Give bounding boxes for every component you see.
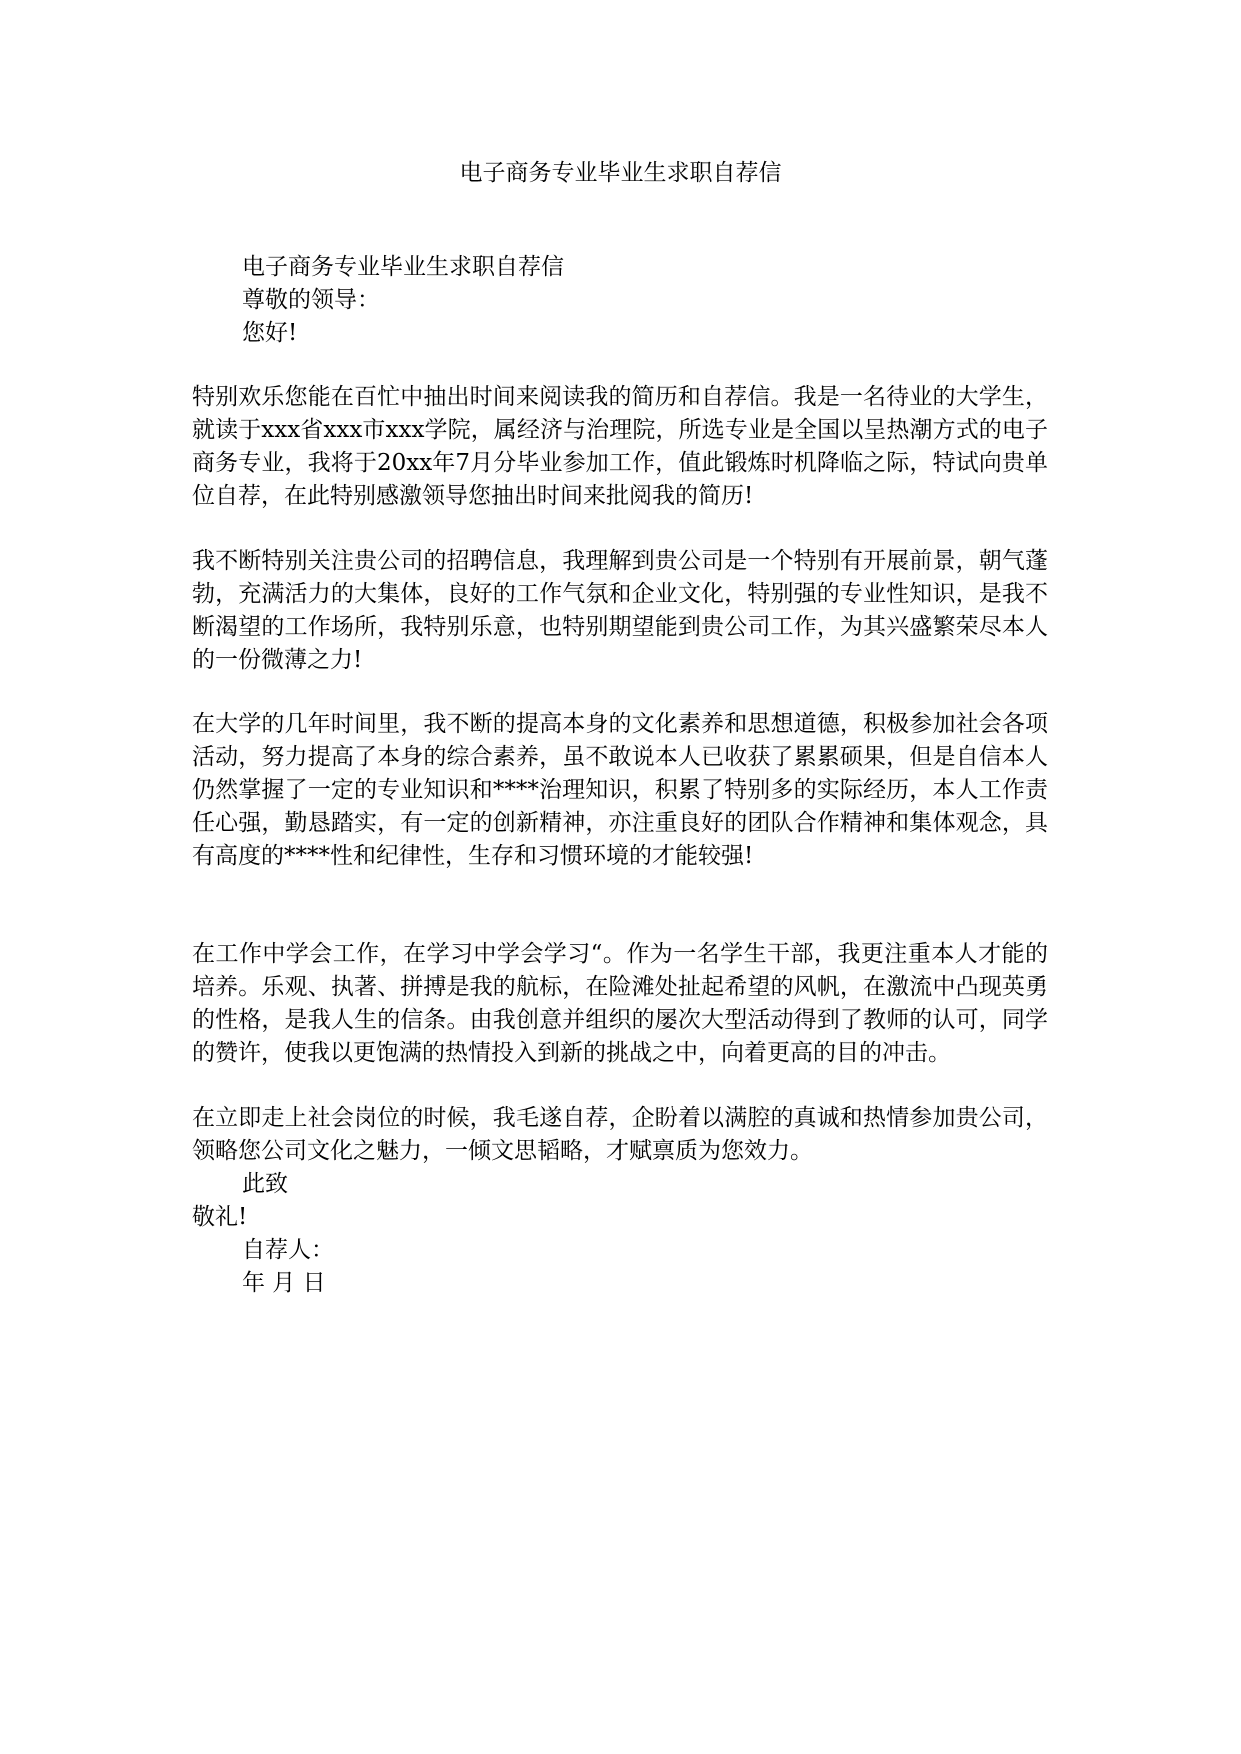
closing-phrase: 此致 [242, 1171, 288, 1197]
date-label: 年 月 日 [242, 1270, 326, 1296]
body-paragraph: 在工作中学会工作，在学习中学会学习“。作为一名学生干部，我更注重本人才能的培养。乐观、执著、拼搏是我的航标，在险滩处扯起希望的风帆，在激流中凸现英勇的性格，是我人生的信条。由我创意并组织的屡次大型活动得到了教师的认可，同学的赞许，使我以更饱满的热情投入到新的挑战之中，向着更高的目的冲击。 [192, 941, 1048, 1066]
letter-header [192, 251, 1048, 350]
letter-subtitle: 电子商务专业毕业生求职自荐信 [242, 254, 564, 280]
signer-label: 自荐人： [242, 1237, 334, 1263]
letter-greeting: 您好! [242, 320, 298, 346]
document-title: 电子商务专业毕业生求职自荐信 [459, 160, 782, 186]
body-paragraph: 特别欢乐您能在百忙中抽出时间来阅读我的简历和自荐信。我是一名待业的大学生，就读于xxx省xxx市xxx学院，属经济与治理院，所选专业是全国以呈热潮方式的电子商务专业，我将于20xx年7月分毕业参加工作，值此锻炼时机降临之际，特试向贵单位自荐，在此特别感激领导您抽出时间来批阅我的简历! [192, 384, 1048, 509]
closing-regards: 敬礼! [192, 1204, 248, 1230]
letter-closing [192, 1102, 1048, 1300]
body-paragraph: 我不断特别关注贵公司的招聘信息，我理解到贵公司是一个特别有开展前景，朝气蓬勃，充满活力的大集体，良好的工作气氛和企业文化，特别强的专业性知识，是我不断渴望的工作场所，我特别乐意，也特别期望能到贵公司工作，为其兴盛繁荣尽本人的一份微薄之力! [192, 548, 1048, 673]
body-paragraph: 在大学的几年时间里，我不断的提高本身的文化素养和思想道德，积极参加社会各项活动，努力提高了本身的综合素养，虽不敢说本人已收获了累累硕果，但是自信本人仍然掌握了一定的专业知识和****治理知识，积累了特别多的实际经历，本人工作责任心强，勤恳踏实，有一定的创新精神，亦注重良好的团队合作精神和集体观念，具有高度的****性和纪律性，生存和习惯环境的才能较强! [192, 711, 1048, 869]
body-paragraph: 在立即走上社会岗位的时候，我毛遂自荐，企盼着以满腔的真诚和热情参加贵公司，领略您公司文化之魅力，一倾文思韬略，才赋禀质为您效力。 [192, 1105, 1048, 1164]
letter-salutation: 尊敬的领导： [242, 287, 380, 313]
